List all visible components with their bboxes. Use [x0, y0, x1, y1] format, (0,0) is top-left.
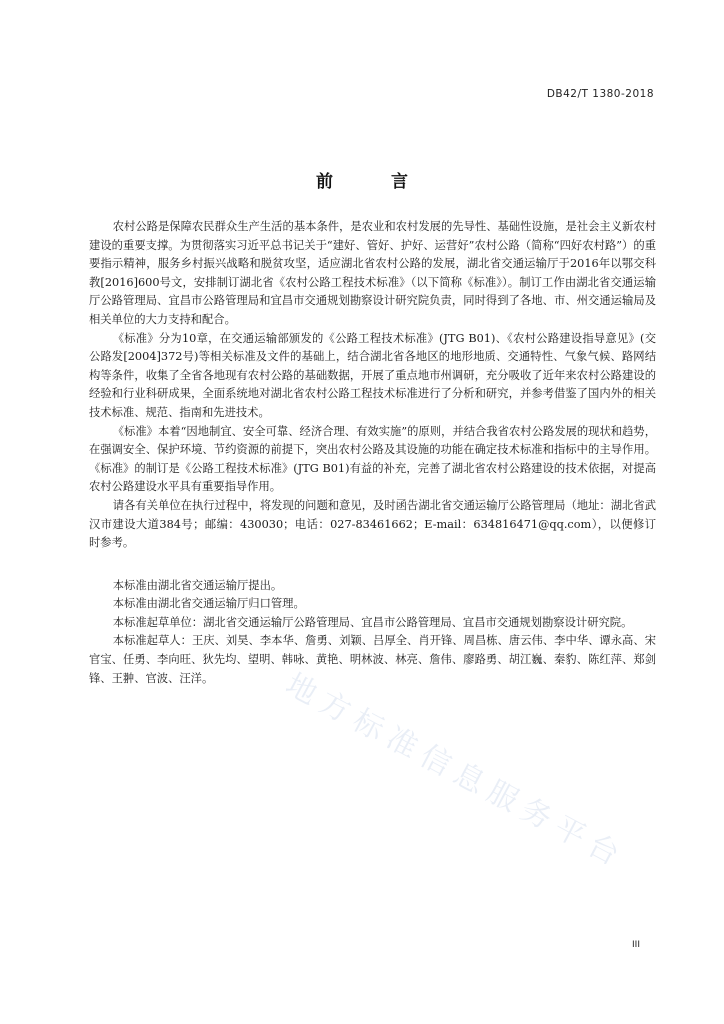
standard-code: DB42/T 1380-2018 [546, 88, 654, 100]
statement-drafting-units: 本标准起草单位：湖北省交通运输厅公路管理局、宜昌市公路管理局、宜昌市交通规划勘察设计研究院。 [112, 615, 633, 629]
page-title: 前 言 [316, 172, 434, 192]
page-number: III [632, 940, 640, 950]
statement-proposer: 本标准由湖北省交通运输厅提出。 [112, 578, 283, 592]
statement-drafters: 本标准起草人：王庆、刘昊、李本华、詹勇、刘颖、吕厚全、肖开锋、周昌栋、唐云伟、李中华、谭永高、宋官宝、任勇、李向旺、狄先均、望明、韩咏、黄艳、明林波、林亮、詹伟、廖路勇、胡江巍、秦豹、陈红萍、郑剑锋、王翀、官波、汪洋。 [89, 634, 656, 685]
paragraph-2: 《标准》分为10章，在交通运输部颁发的《公路工程技术标准》(JTG B01)、《农村公路建设指导意见》(交公路发[2004]372号)等相关标准及文件的基础上，结合湖北省各地区的地形地质、交通特性、气象气候、路网结构等条件，收集了全省各地现有农村公路的基础数据，开展了重点地市州调研，充分吸收了近年来农村公路建设的经验和行业科研成果，全面系统地对湖北省农村公路工程技术标准进行了分析和研究，并参考借鉴了国内外的相关技术标准、规范、指南和先进技术。 [89, 331, 656, 419]
paragraph-1: 农村公路是保障农民群众生产生活的基本条件，是农业和农村发展的先导性、基础性设施，是社会主义新农村建设的重要支撑。为贯彻落实习近平总书记关于“建好、管好、护好、运营好”农村公路（简称“四好农村路”）的重要指示精神，服务乡村振兴战略和脱贫攻坚，适应湖北省农村公路的发展，湖北省交通运输厅于2016年以鄂交科教[2016]600号文，安排制订湖北省《农村公路工程技术标准》（以下简称《标准》）。制订工作由湖北省交通运输厅公路管理局、宜昌市公路管理局和宜昌市交通规划勘察设计研究院负责，同时得到了各地、市、州交通运输局及相关单位的大力支持和配合。 [89, 220, 656, 326]
paragraph-4: 请各有关单位在执行过程中，将发现的问题和意见，及时函告湖北省交通运输厅公路管理局（地址：湖北省武汉市建设大道384号；邮编：430030；电话：027-83461662；E-mail：634816471@qq.com），以便修订时参考。 [89, 498, 656, 550]
watermark: 地方标准信息服务平台 [279, 667, 632, 877]
document-body [89, 218, 656, 688]
paragraph-3: 《标准》本着“因地制宜、安全可靠、经济合理、有效实施”的原则，并结合我省农村公路发展的现状和趋势，在强调安全、保护环境、节约资源的前提下，突出农村公路及其设施的功能在确定技术标准和指标中的主导作用。《标准》的制订是《公路工程技术标准》(JTG B01)有益的补充，完善了湖北省农村公路建设的技术依据，对提高农村公路建设水平具有重要指导作用。 [89, 424, 656, 494]
statement-administrator: 本标准由湖北省交通运输厅归口管理。 [112, 597, 305, 611]
spacer [89, 553, 656, 577]
